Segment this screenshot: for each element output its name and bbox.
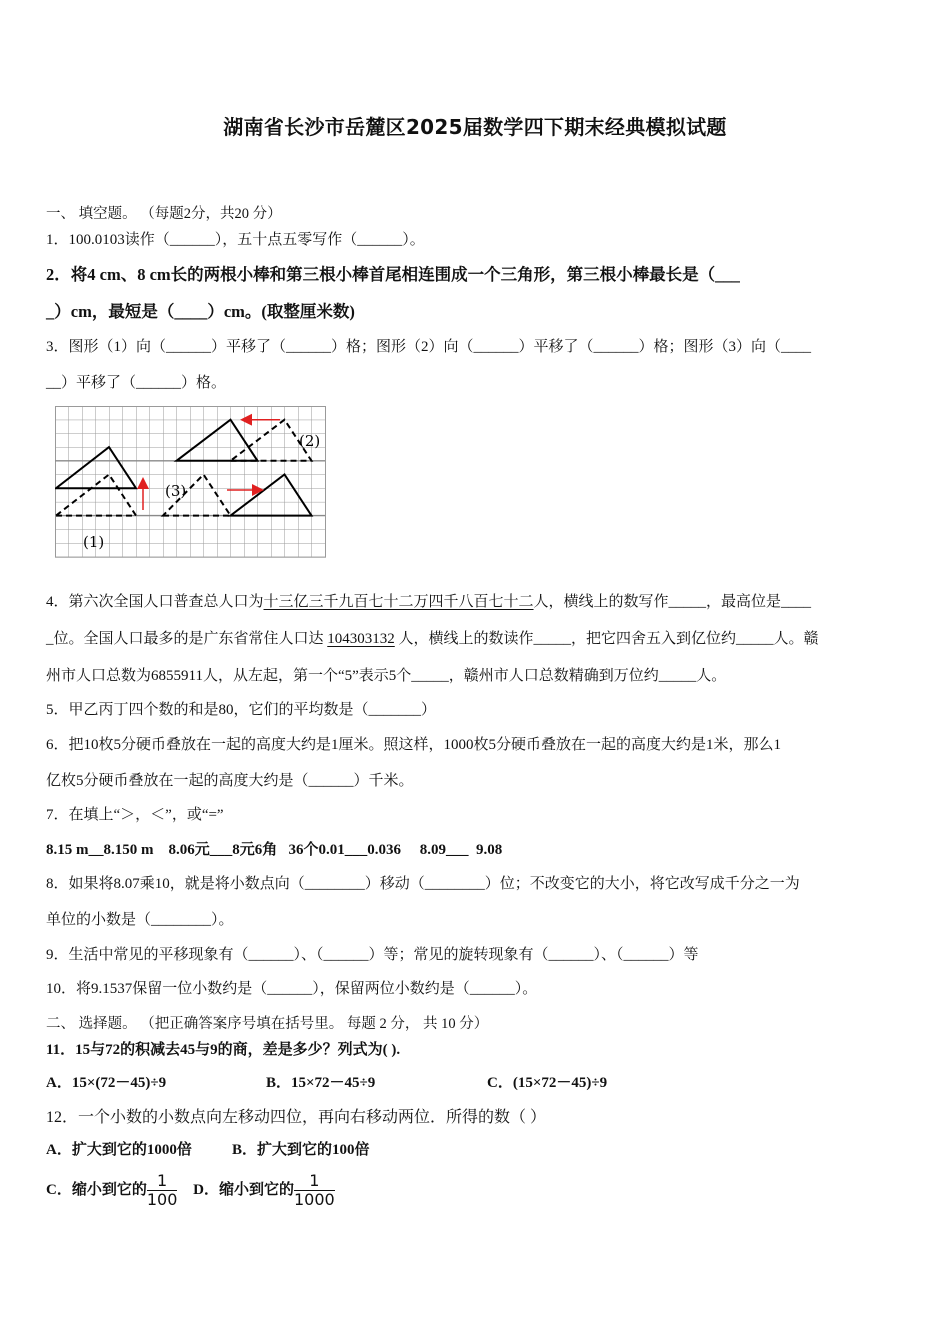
question-2-line-2: _）cm，最短是（____）cm。(取整厘米数): [46, 302, 355, 321]
question-11-stem: 11．15与72的积减去45与9的商，差是多少？列式为( ).: [46, 1042, 401, 1058]
question-8-line-2: 单位的小数是（________）。: [46, 912, 234, 928]
question-3-line-1: 3．图形（1）向（______）平移了（______）格；图形（2）向（______）平移了（______）格；图形（3）向（____: [46, 339, 812, 355]
question-8-line-1: 8．如果将8.07乘10，就是将小数点向（________）移动（________）位；不改变它的大小，将它改写成千分之一为: [46, 876, 800, 892]
question-4-line-1: 4．第六次全国人口普查总人口为十三亿三千九百七十二万四千八百七十二人，横线上的数写作_____，最高位是____: [46, 594, 812, 610]
question-12-stem: 12．一个小数的小数点向左移动四位，再向右移动两位．所得的数（ ）: [46, 1109, 547, 1126]
question-12-option-a: A．扩大到它的1000倍: [46, 1142, 192, 1158]
section-heading-multiple-choice: 二、 选择题。 （把正确答案序号填在括号里。 每题 2 分， 共 10 分）: [46, 1016, 489, 1032]
question-11-option-b: B．15×72－45÷9: [266, 1075, 376, 1091]
question-11-option-a: A．15×(72－45)÷9: [46, 1075, 167, 1091]
question-7-prompt: 7．在填上“＞，＜”，或“=”: [46, 807, 224, 823]
question-4-line-2: _位。全国人口最多的是广东省常住人口达 104303132 人，横线上的数读作_____，把它四舍五入到亿位约_____人。赣: [46, 631, 819, 647]
question-5: 5．甲乙丙丁四个数的和是80，它们的平均数是（_______）: [46, 702, 437, 718]
figure-2-label: (2): [299, 432, 321, 450]
fraction-1-1000: $\frac{1}{1000}$: [293, 1171, 335, 1209]
question-7-items: 8.15 m__8.150 m 8.06元___8元6角 36个0.01___0.036 8.09___ 9.08: [46, 842, 503, 858]
question-6-line-1: 6．把10枚5分硬币叠放在一起的高度大约是1厘米。照这样，1000枚5分硬币叠放在一起的高度大约是1米，那么1: [46, 737, 782, 753]
question-12-option-b: B．扩大到它的100倍: [232, 1142, 370, 1158]
figure-1-label: (1): [83, 533, 105, 551]
question-2-line-1: 2．将4 cm、8 cm长的两根小棒和第三根小棒首尾相连围成一个三角形，第三根小棒最长是（___: [46, 265, 740, 284]
question-4-line-3: 州市人口总数为6855911人，从左起，第一个“5”表示5个_____，赣州市人口总数精确到万位约_____人。: [46, 668, 727, 684]
fraction-1-100: $\frac{1}{100}$: [146, 1171, 178, 1209]
question-11-option-c: C．(15×72－45)÷9: [487, 1075, 608, 1091]
figure-3-label: (3): [165, 482, 187, 500]
question-12-option-c: C．缩小到它的 $\frac{1}{100}$ D．缩小到它的 $\frac{1}{1000}$: [46, 1171, 335, 1209]
question-1: 1．100.0103读作（______），五十点五零写作（______）。: [46, 232, 425, 248]
question-3-line-2: __）平移了（______）格。: [46, 375, 227, 391]
question-9: 9．生活中常见的平移现象有（______）、（______）等；常见的旋转现象有（______）、（______）等: [46, 947, 699, 963]
section-heading-fill-blank: 一、 填空题。 （每题2分，共20 分）: [46, 206, 282, 222]
translation-grid-figure: [55, 406, 329, 565]
question-6-line-2: 亿枚5分硬币叠放在一起的高度大约是（______）千米。: [46, 773, 414, 789]
page-title: 湖南省长沙市岳麓区2025届数学四下期末经典模拟试题: [223, 115, 727, 139]
question-10: 10．将9.1537保留一位小数约是（______），保留两位小数约是（______）。: [46, 981, 538, 997]
